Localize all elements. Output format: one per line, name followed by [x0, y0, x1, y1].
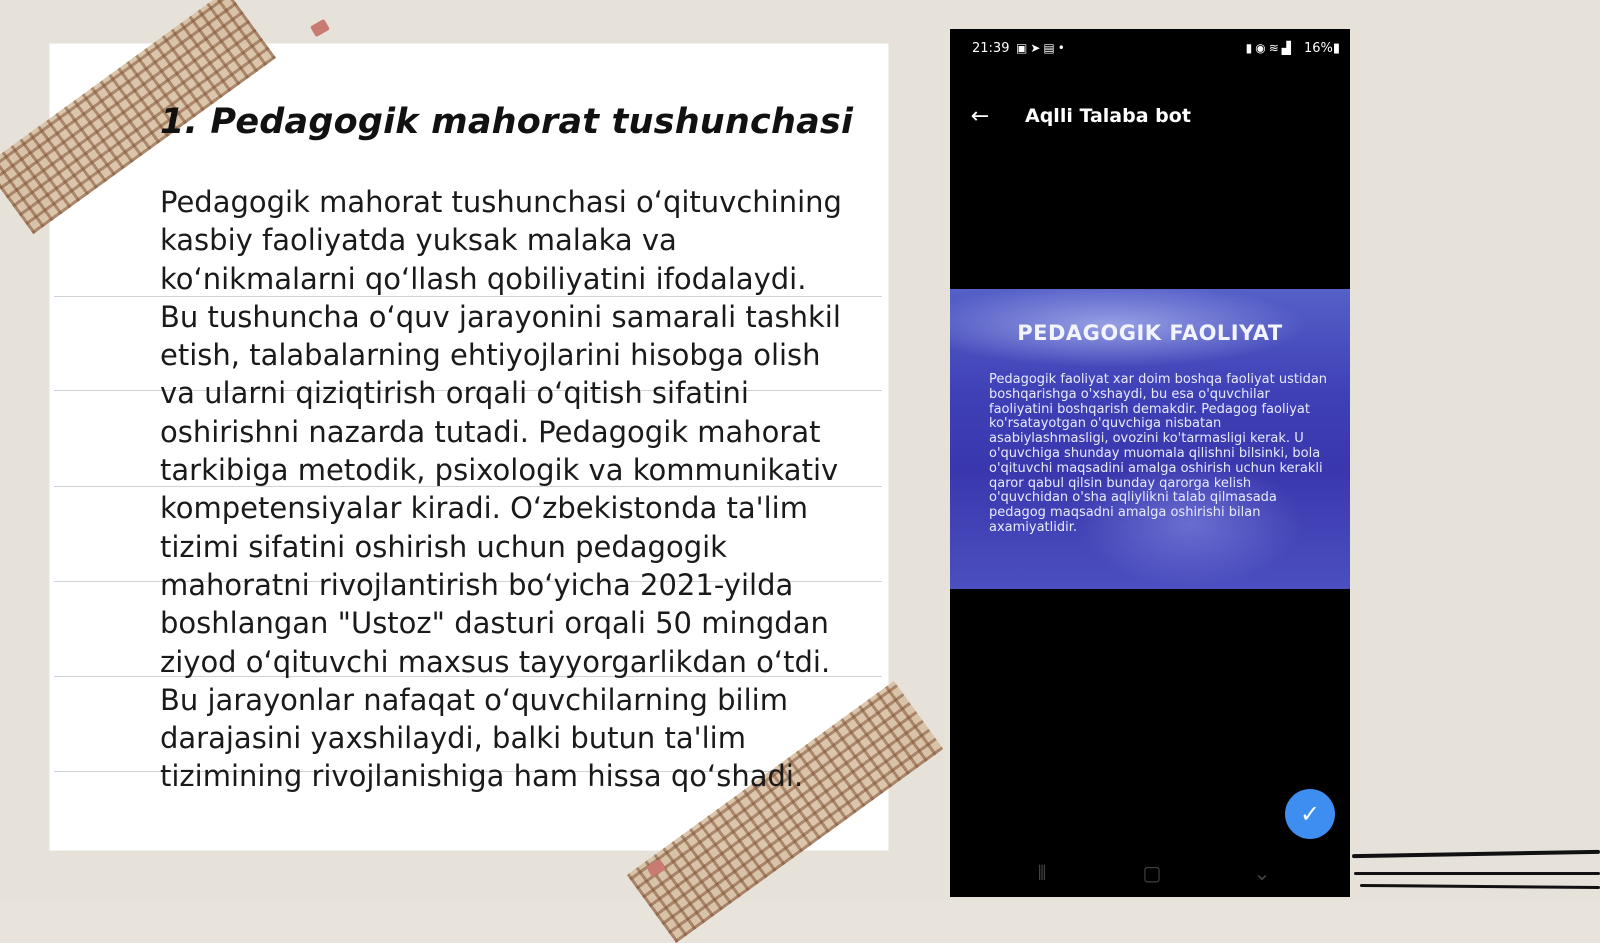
checkmark-icon: ✓ [1299, 800, 1321, 828]
media-image-text: Pedagogik faoliyat xar doim boshqa faoliyat ustidan boshqarishga o'xshaydi, bu esa o'quvchilar faoliyatini boshqarish demakdir. Pedagog faoliyat ko'rsatayotgan o'quvchiga nisbatan asabiylashmasligi, ovozini ko'tarmasligi kerak. U o'quvchiga shunday muomala qilishni bilsinki, bola o'qituvchi maqsadini amalga oshirish uchun kerakli qaror qabul qilsin bunday qarorga kelish o'quvchidan o'sha aqliylikni talab qilmasada pedagog maqsadni amalga oshirishi bilan axamiyatlidir. [989, 372, 1328, 535]
system-icons [1246, 41, 1294, 55]
signal-icon: ▟ [1281, 41, 1294, 55]
chevron-down-icon[interactable]: ⌄ [1253, 861, 1271, 885]
chat-title: Aqlli Talaba bot [1025, 105, 1191, 127]
alarm-icon: ◉ [1255, 41, 1269, 55]
phone-screenshot [950, 29, 1350, 897]
home-icon[interactable]: ▢ [1142, 861, 1162, 885]
status-bar [950, 39, 1350, 61]
gallery-icon: ▣ [1016, 41, 1031, 55]
ink-stroke-decoration [1354, 872, 1600, 875]
confirm-check-button[interactable] [1285, 789, 1335, 839]
media-image-title: PEDAGOGIK FAOLIYAT [1017, 321, 1283, 345]
slide-title: 1. Pedagogik mahorat tushunchasi [160, 102, 854, 142]
battery-icon: ▮ [1332, 41, 1340, 56]
app-bar [950, 99, 1350, 143]
wifi-icon: ≋ [1268, 41, 1282, 55]
message-icon: ▤ [1043, 41, 1058, 55]
back-arrow-icon[interactable]: ← [970, 104, 990, 129]
android-nav-bar [950, 855, 1350, 891]
lock-icon: ▮ [1245, 41, 1256, 55]
dot-icon: • [1057, 41, 1068, 55]
notification-icons [1016, 41, 1068, 55]
recent-apps-icon[interactable]: ⦀ [1037, 861, 1047, 885]
media-image-viewer[interactable] [950, 289, 1350, 589]
status-time: 21:39 [972, 41, 1010, 56]
telegram-icon: ➤ [1030, 41, 1044, 55]
battery-level: 16%▮ [1303, 41, 1340, 56]
slide-body-text: Pedagogik mahorat tushunchasi o‘qituvchining kasbiy faoliyatda yuksak malaka va ko‘nikmalarni qo‘llash qobiliyatini ifodalaydi. Bu tushuncha o‘quv jarayonini samarali tashkil etish, talabalarning ehtiyojlarini hisobga olish va ularni qiziqtirish orqali o‘qitish sifatini oshirishni nazarda tutadi. Pedagogik mahorat tarkibiga metodik, psixologik va kommunikativ kompetensiyalar kiradi. O‘zbekistonda ta'lim tizimi sifatini oshirish uchun pedagogik mahoratni rivojlantirish bo‘yicha 2021-yilda boshlangan "Ustoz" dasturi orqali 50 mingdan ziyod o‘qituvchi maxsus tayyorgarlikdan o‘tdi. Bu jarayonlar nafaqat o‘quvchilarning bilim darajasini yaxshilaydi, balki butun ta'lim tizimining rivojlanishiga ham hissa qo‘shadi. [160, 185, 842, 794]
